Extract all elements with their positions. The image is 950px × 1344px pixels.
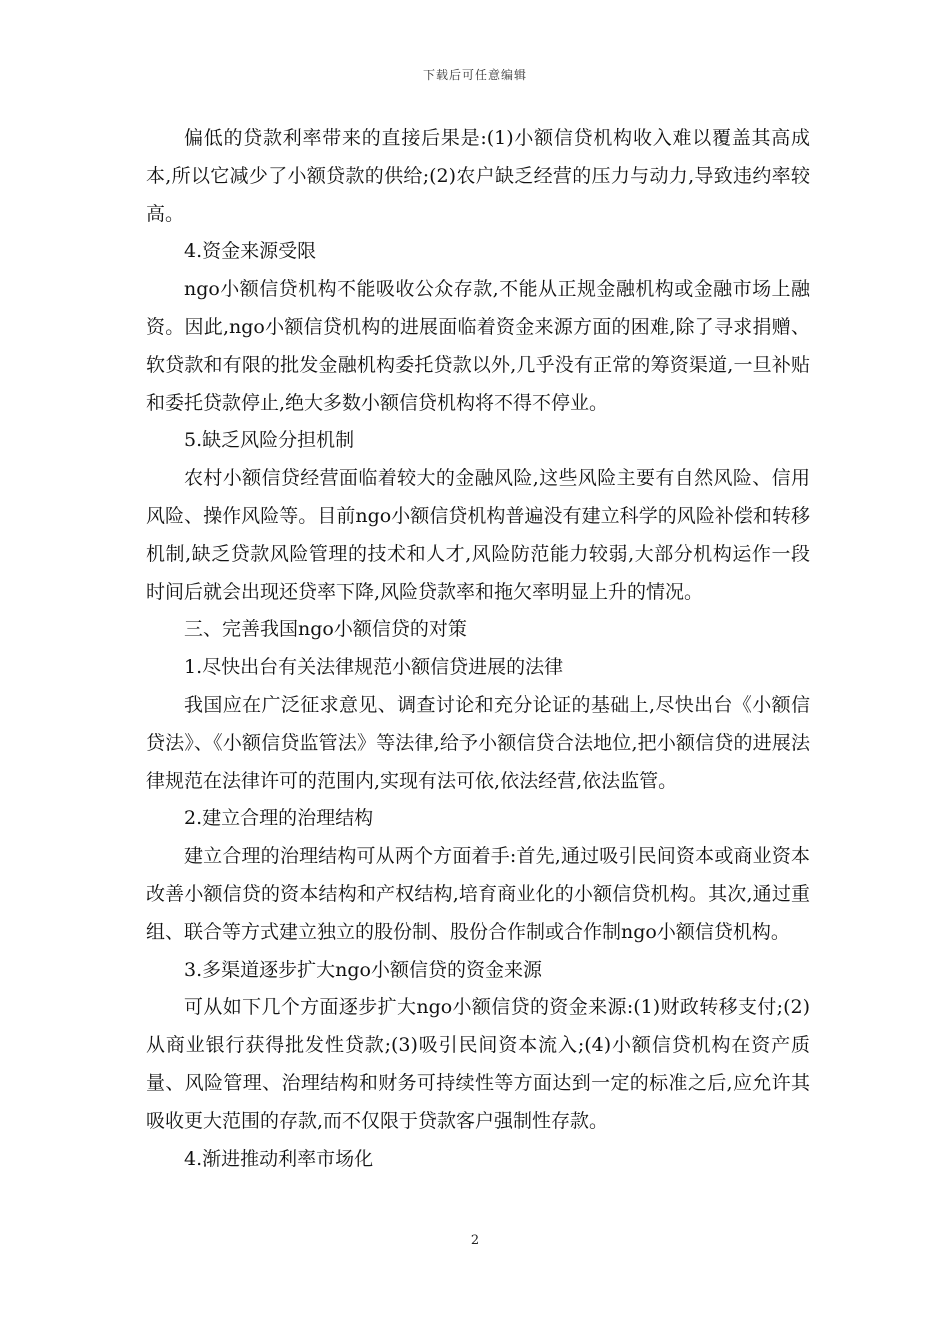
paragraph-funding-sources: 可从如下几个方面逐步扩大ngo小额信贷的资金来源:(1)财政转移支付;(2)从商业银行获得批发性贷款;(3)吸引民间资本流入;(4)小额信贷机构在资产质量、风险管理、治理结构和财务可持续性等方面达到一定的标准之后,应允许其吸收更大范围的存款,而不仅限于贷款客户强制性存款。 (146, 996, 810, 1132)
paragraph-governance: 建立合理的治理结构可从两个方面着手:首先,通过吸引民间资本或商业资本改善小额信贷的资本结构和产权结构,培育商业化的小额信贷机构。其次,通过重组、联合等方式建立独立的股份制、股份合作制或合作制ngo小额信贷机构。 (146, 845, 810, 943)
heading-section-three: 三、完善我国ngo小额信贷的对策 (184, 618, 467, 641)
heading-legislation: 1.尽快出台有关法律规范小额信贷进展的法律 (184, 656, 564, 679)
heading-funding-limited: 4.资金来源受限 (184, 240, 317, 263)
heading-governance: 2.建立合理的治理结构 (184, 807, 374, 830)
document-body (146, 120, 810, 1178)
paragraph-low-interest-consequences: 偏低的贷款利率带来的直接后果是:(1)小额信贷机构收入难以覆盖其高成本,所以它减少了小额贷款的供给;(2)农户缺乏经营的压力与动力,导致违约率较高。 (146, 127, 810, 225)
heading-funding-sources: 3.多渠道逐步扩大ngo小额信贷的资金来源 (184, 958, 542, 981)
paragraph-risk-sharing: 农村小额信贷经营面临着较大的金融风险,这些风险主要有自然风险、信用风险、操作风险等。目前ngo小额信贷机构普遍没有建立科学的风险补偿和转移机制,缺乏贷款风险管理的技术和人才,风险防范能力较弱,大部分机构运作一段时间后就会出现还贷率下降,风险贷款率和拖欠率明显上升的情况。 (146, 467, 810, 603)
heading-risk-sharing: 5.缺乏风险分担机制 (184, 429, 355, 452)
header-note: 下载后可任意编辑 (422, 68, 527, 82)
paragraph-legislation: 我国应在广泛征求意见、调查讨论和充分论证的基础上,尽快出台《小额信贷法》、《小额信贷监管法》等法律,给予小额信贷合法地位,把小额信贷的进展法律规范在法律许可的范围内,实现有法可依,依法经营,依法监管。 (146, 693, 810, 792)
heading-interest-rate: 4.渐进推动利率市场化 (184, 1147, 374, 1170)
page-number: 2 (470, 1233, 480, 1248)
paragraph-funding-limited: ngo小额信贷机构不能吸收公众存款,不能从正规金融机构或金融市场上融资。因此,ngo小额信贷机构的进展面临着资金来源方面的困难,除了寻求捐赠、软贷款和有限的批发金融机构委托贷款以外,几乎没有正常的筹资渠道,一旦补贴和委托贷款停止,绝大多数小额信贷机构将不得不停业。 (146, 278, 810, 414)
